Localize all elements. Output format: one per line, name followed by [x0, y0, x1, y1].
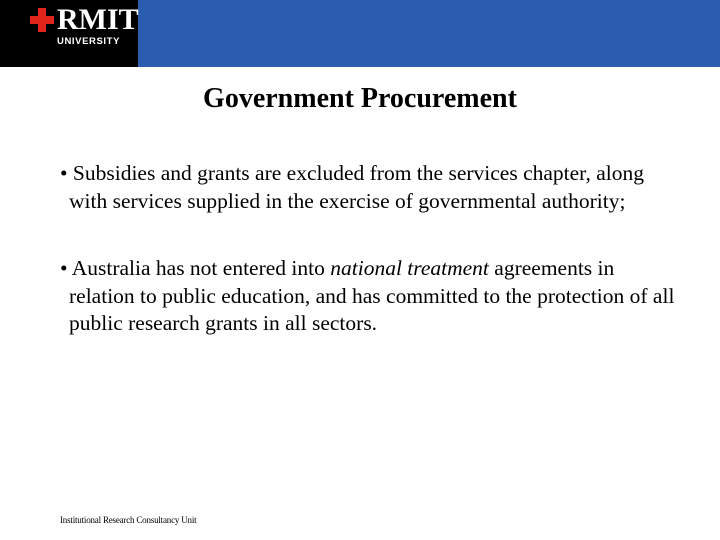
header-bar	[0, 0, 720, 67]
logo-pixel-left	[30, 16, 38, 24]
bullet-marker: •	[60, 256, 72, 280]
bullet-text-after: agreements in relation to public education, and has committed to the protection of all public research grants in all sectors.	[69, 256, 675, 335]
logo-pixel-right	[46, 16, 54, 24]
footer-text: Institutional Research Consultancy Unit	[60, 515, 197, 525]
bullet-text-before: Australia has not entered into	[71, 256, 331, 280]
bullet-list	[60, 160, 680, 338]
bullet-item-subsidies	[60, 160, 680, 215]
bullet-marker: •	[60, 161, 73, 185]
bullet-text-emphasis: national treatment	[330, 256, 489, 280]
logo-name: RMIT	[57, 3, 139, 36]
logo-pixel-center	[38, 16, 46, 24]
rmit-logo	[0, 0, 138, 67]
logo-pixel-bottom	[38, 24, 46, 32]
bullet-item-national-treatment	[60, 255, 680, 338]
logo-pixel-top	[38, 8, 46, 16]
logo-subtitle: UNIVERSITY	[57, 36, 121, 47]
slide-title: Government Procurement	[203, 83, 517, 114]
rmit-pixel-mark-icon	[30, 8, 54, 32]
bullet-text: Subsidies and grants are excluded from the services chapter, along with services supplied in the exercise of governmental authority;	[69, 161, 644, 213]
